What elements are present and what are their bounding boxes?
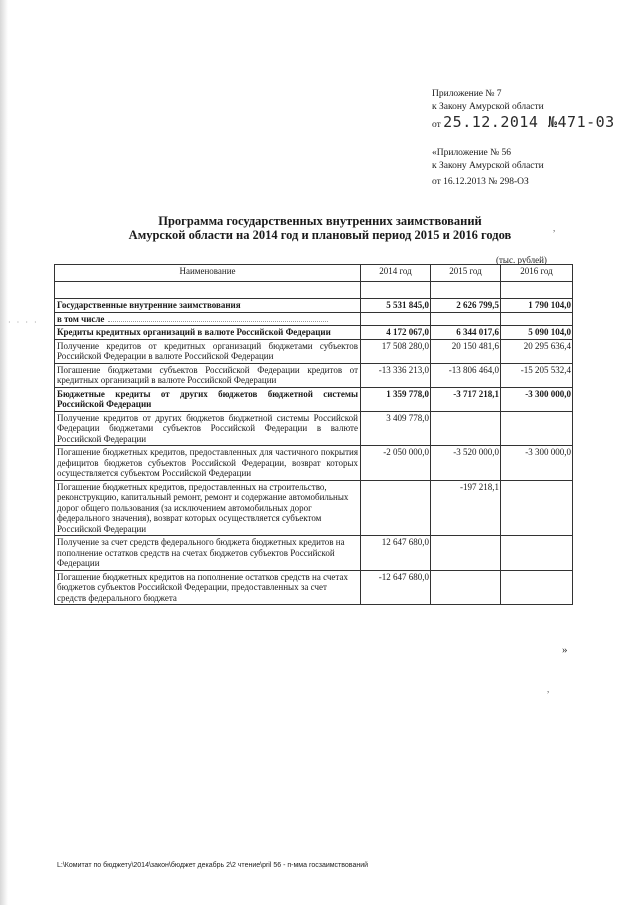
row-name: Получение кредитов от кредитных организаций бюджетами субъектов Российской Федерации в валюте Российской Федерации: [55, 339, 361, 363]
row-name: Бюджетные кредиты от других бюджетов бюджетной системы Российской Федерации: [55, 387, 361, 411]
appendix-56-label: «Приложение № 56: [432, 148, 512, 158]
row-2014: 12 647 680,0: [361, 536, 431, 571]
unit-label: (тыс. рублей): [496, 255, 547, 265]
row-2016: [501, 411, 573, 446]
row-2016: [501, 312, 573, 326]
row-2014: -12 647 680,0: [361, 570, 431, 605]
row-2015: -13 806 464,0: [431, 363, 501, 387]
borrowing-program-table: [54, 264, 573, 605]
row-2014: 1 359 778,0: [361, 387, 431, 411]
dotted-leader: [108, 321, 328, 322]
row-name: Получение кредитов от других бюджетов бюджетной системы Российской Федерации бюджетами субъектов Российской Федерации в валюте Российской Федерации: [55, 411, 361, 446]
header-2016: 2016 год: [501, 265, 573, 282]
row-2014: 4 172 067,0: [361, 326, 431, 340]
row-name: Получение за счет средств федерального бюджета бюджетных кредитов на пополнение остатков средств на счетах бюджетов субъектов Российской Федерации: [55, 536, 361, 571]
row-2015: [431, 570, 501, 605]
row-2016: [501, 536, 573, 571]
table-row: [55, 411, 573, 446]
row-2014: 5 531 845,0: [361, 299, 431, 313]
row-2015: -3 717 218,1: [431, 387, 501, 411]
appendix-7-label: Приложение № 7: [432, 89, 502, 99]
margin-mark: ,: [547, 684, 550, 694]
row-2015: -197 218,1: [431, 480, 501, 536]
row-2016: -15 205 532,4: [501, 363, 573, 387]
row-2014: [361, 312, 431, 326]
row-2014: [361, 480, 431, 536]
row-2016: 20 295 636,4: [501, 339, 573, 363]
row-name: Кредиты кредитных организаций в валюте Российской Федерации: [55, 326, 361, 340]
row-2014: 17 508 280,0: [361, 339, 431, 363]
table-row: [55, 536, 573, 571]
row-2015: 6 344 017,6: [431, 326, 501, 340]
table-row: [55, 446, 573, 481]
date-prefix: от: [432, 120, 441, 130]
original-law-date: от 16.12.2013 № 298-ОЗ: [432, 177, 529, 187]
row-2015: -3 520 000,0: [431, 446, 501, 481]
header-name: Наименование: [55, 265, 361, 282]
title-line-2: Амурской области на 2014 год и плановый период 2015 и 2016 годов: [128, 228, 512, 242]
row-2014: -13 336 213,0: [361, 363, 431, 387]
margin-scan-marks: · · · ·: [8, 318, 39, 327]
table-spacer-row: [55, 282, 573, 299]
row-2016: [501, 480, 573, 536]
file-path-footer: L:\Комитат по бюджету\2014\закон\бюджет декабрь 2\2 чтение\pril 56 - п-мма госзаимствований: [57, 862, 369, 869]
law-number-stamp: 25.12.2014 №471-03: [443, 113, 615, 131]
law-reference-1: к Закону Амурской области: [432, 102, 544, 112]
table-row: [55, 326, 573, 340]
table-row: [55, 387, 573, 411]
row-2015: 2 626 799,5: [431, 299, 501, 313]
row-2015: [431, 411, 501, 446]
row-2015: [431, 536, 501, 571]
row-2016: 5 090 104,0: [501, 326, 573, 340]
table-row: [55, 339, 573, 363]
row-2015: 20 150 481,6: [431, 339, 501, 363]
table-row: [55, 570, 573, 605]
row-name: [55, 312, 361, 326]
row-2016: -3 300 000,0: [501, 446, 573, 481]
row-2016: 1 790 104,0: [501, 299, 573, 313]
row-name: Государственные внутренние заимствования: [55, 299, 361, 313]
header-2015: 2015 год: [431, 265, 501, 282]
row-2015: [431, 312, 501, 326]
table-row: [55, 363, 573, 387]
table-header-row: [55, 265, 573, 282]
table-row: [55, 299, 573, 313]
scan-edge: [0, 0, 8, 905]
row-name: Погашение бюджетных кредитов, предоставленных для частичного покрытия дефицитов бюджетов субъектов Российской Федерации, возврат которых осуществляется субъектом Российской Федерации: [55, 446, 361, 481]
row-name: Погашение бюджетных кредитов, предоставленных на строительство, реконструкцию, капитальный ремонт, ремонт и содержание автомобильных дорог общего пользования (за исключением автомобильных дорог федерального значения), возврат которых осуществляется субъектом Российской Федерации: [55, 480, 361, 536]
table-row: [55, 480, 573, 536]
row-2016: [501, 570, 573, 605]
row-2014: -2 050 000,0: [361, 446, 431, 481]
row-2016: -3 300 000,0: [501, 387, 573, 411]
document-title: [100, 214, 540, 242]
row-name: Погашение бюджетами субъектов Российской Федерации кредитов от кредитных организаций в валюте Российской Федерации: [55, 363, 361, 387]
title-line-1: Программа государственных внутренних заимствований: [158, 214, 482, 228]
row-name: Погашение бюджетных кредитов на пополнение остатков средств на счетах бюджетов субъектов Российской Федерации, предоставленных за счет средств федерального бюджета: [55, 570, 361, 605]
table-row: [55, 312, 573, 326]
closing-quote: »: [562, 644, 568, 656]
header-2014: 2014 год: [361, 265, 431, 282]
law-reference-2: к Закону Амурской области: [432, 161, 544, 171]
row-2014: 3 409 778,0: [361, 411, 431, 446]
row-name-text: в том числе: [57, 313, 105, 324]
adoption-date-line: [432, 113, 615, 131]
margin-mark: ,: [553, 223, 556, 233]
